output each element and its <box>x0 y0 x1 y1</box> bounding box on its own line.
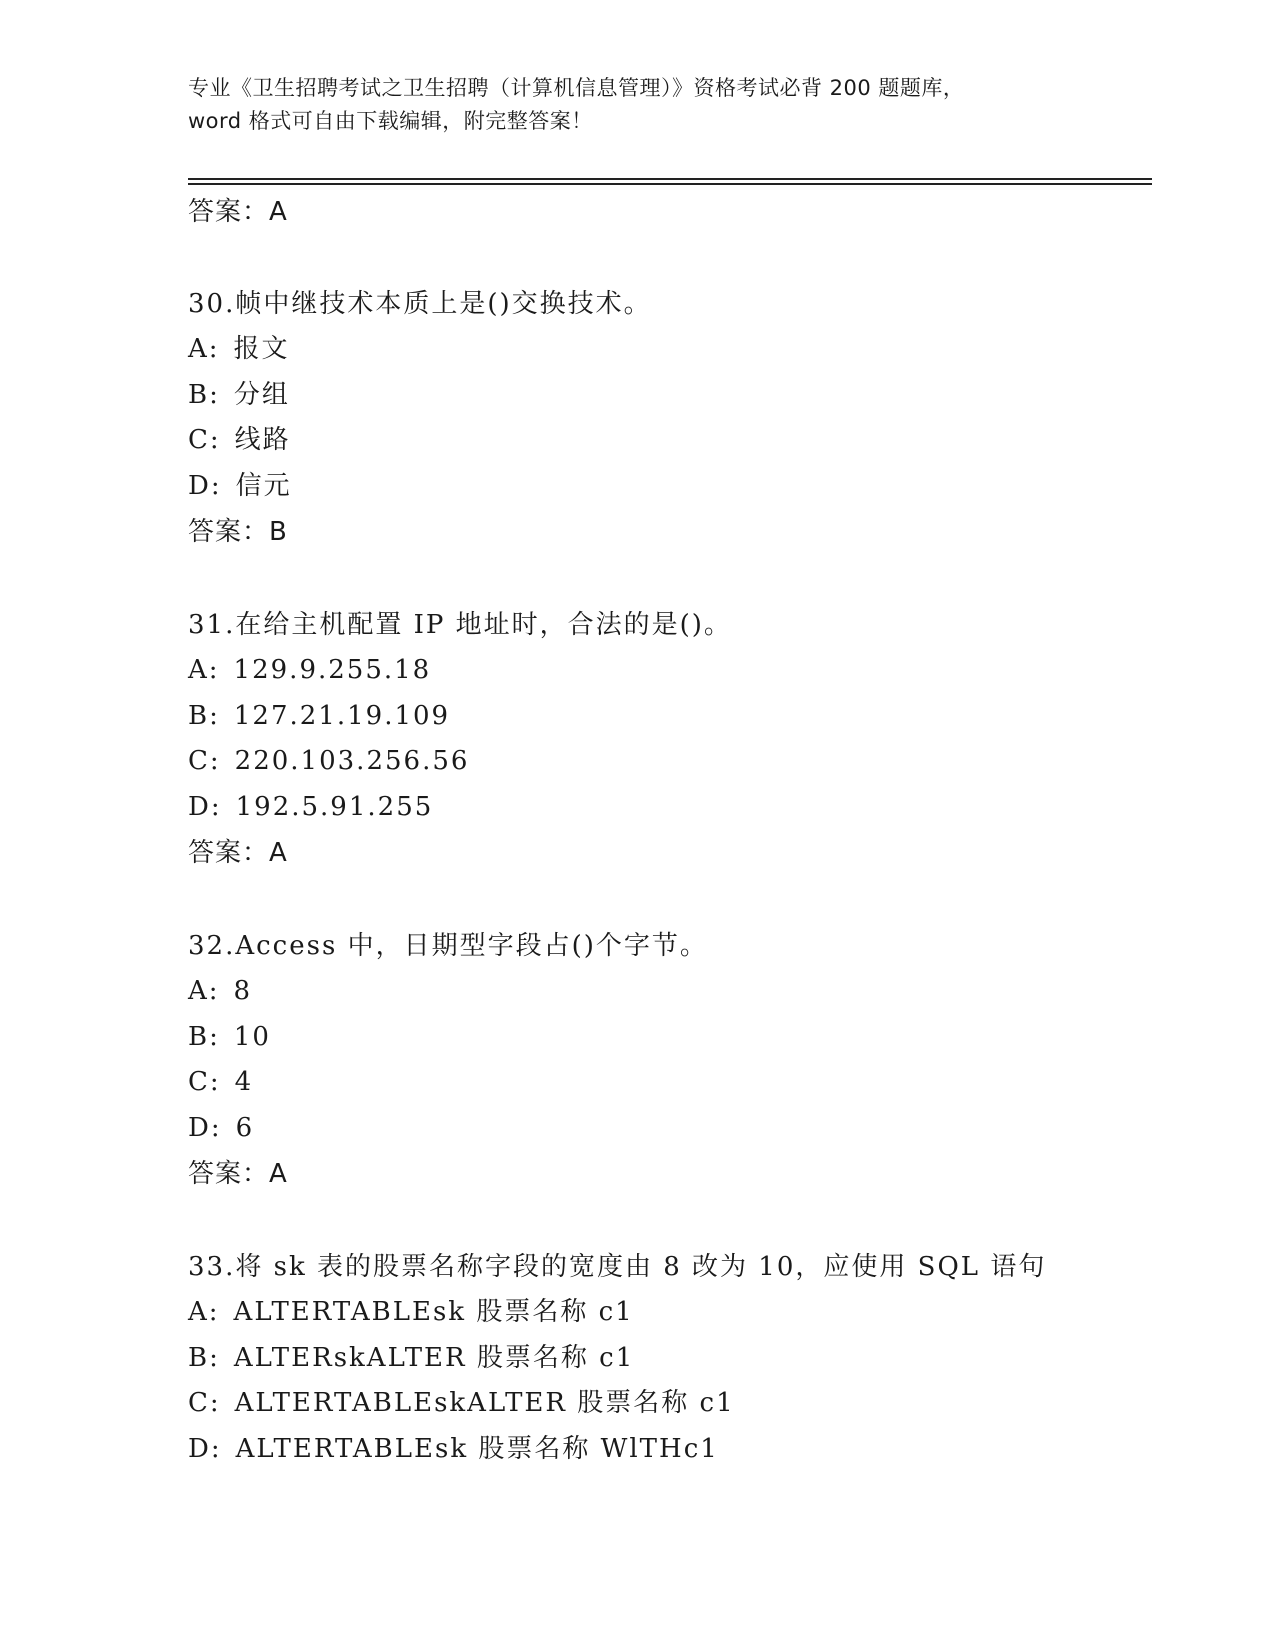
option-text: 220.103.256.56 <box>234 746 470 776</box>
option-letter: B: <box>188 1021 220 1052</box>
question-block <box>188 1244 1152 1472</box>
option-text: ALTERTABLEsk 股票名称 c1 <box>233 1297 634 1327</box>
option-letter: C: <box>188 1388 221 1418</box>
answer-line: 答案：A <box>188 1159 288 1189</box>
option-a <box>188 1290 1152 1336</box>
option-b <box>188 1336 1152 1382</box>
option-a <box>188 648 1152 694</box>
question-text: 33.将 sk 表的股票名称字段的宽度由 8 改为 10，应使用 SQL 语句 <box>188 1252 1047 1282</box>
option-b <box>188 694 1152 740</box>
option-text: 127.21.19.109 <box>233 700 451 731</box>
option-d <box>188 785 1152 831</box>
answer-line: 答案：A <box>188 838 288 868</box>
option-b <box>188 373 1152 419</box>
header-line-2: word 格式可自由下载编辑，附完整答案！ <box>188 109 593 133</box>
option-letter: C: <box>188 746 221 776</box>
option-text: 线路 <box>234 425 291 455</box>
option-letter: C: <box>188 1067 221 1097</box>
spacer <box>188 555 1152 602</box>
option-letter: D: <box>188 1433 222 1464</box>
question-block <box>188 923 1152 1197</box>
option-d <box>188 464 1152 510</box>
option-a <box>188 969 1152 1015</box>
question-list <box>188 190 1152 1472</box>
answer-line: 答案：B <box>188 517 288 547</box>
option-letter: B: <box>188 379 220 410</box>
option-text: 192.5.91.255 <box>235 791 434 822</box>
option-letter: A: <box>188 976 220 1006</box>
option-text: 129.9.255.18 <box>233 655 432 685</box>
option-text: 信元 <box>235 470 292 501</box>
option-letter: C: <box>188 425 221 455</box>
option-c <box>188 739 1152 785</box>
option-c <box>188 1060 1152 1106</box>
option-letter: D: <box>188 791 222 822</box>
question-text: 30.帧中继技术本质上是()交换技术。 <box>188 289 652 319</box>
option-c <box>188 1381 1152 1427</box>
question-text: 31.在给主机配置 IP 地址时，合法的是()。 <box>188 610 732 640</box>
option-letter: B: <box>188 1342 220 1373</box>
option-text: ALTERTABLEskALTER 股票名称 c1 <box>234 1388 735 1418</box>
question-block <box>188 602 1152 876</box>
option-text: ALTERskALTER 股票名称 c1 <box>233 1342 635 1373</box>
option-c <box>188 418 1152 464</box>
option-letter: A: <box>188 655 220 685</box>
option-text: 4 <box>234 1067 254 1097</box>
question-text: 32.Access 中，日期型字段占()个字节。 <box>188 931 708 961</box>
option-text: 10 <box>233 1021 271 1052</box>
option-letter: B: <box>188 700 220 731</box>
spacer <box>188 876 1152 923</box>
option-letter: D: <box>188 1112 222 1143</box>
option-d <box>188 1106 1152 1152</box>
option-text: 分组 <box>233 379 290 410</box>
document-header <box>188 72 1088 138</box>
spacer <box>188 234 1152 281</box>
option-text: ALTERTABLEsk 股票名称 WlTHc1 <box>235 1433 719 1464</box>
header-divider-top <box>188 178 1152 180</box>
header-line-1: 专业《卫生招聘考试之卫生招聘（计算机信息管理）》资格考试必背 200 题题库， <box>188 76 965 100</box>
option-text: 6 <box>235 1112 255 1143</box>
option-b <box>188 1015 1152 1061</box>
option-d <box>188 1427 1152 1473</box>
answer-line: 答案：A <box>188 197 288 227</box>
question-block <box>188 281 1152 555</box>
option-text: 8 <box>233 976 253 1006</box>
option-letter: A: <box>188 334 220 364</box>
header-divider-bottom <box>188 183 1152 185</box>
option-letter: A: <box>188 1297 220 1327</box>
spacer <box>188 1197 1152 1244</box>
option-text: 报文 <box>233 334 290 364</box>
option-letter: D: <box>188 470 222 501</box>
option-a <box>188 327 1152 373</box>
